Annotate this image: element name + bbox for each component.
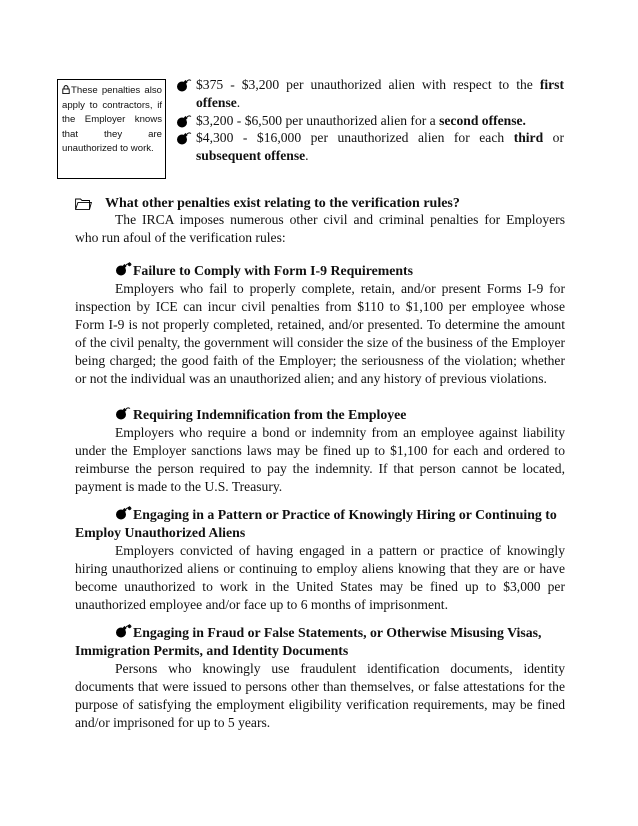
penalty-item-first <box>176 76 564 112</box>
callout-text: These penalties also apply to contractors, if the Employer knows that they are unauthorized to work. <box>62 85 162 155</box>
penalty-text: $375 - $3,200 per unauthorized alien with respect to the <box>196 77 540 92</box>
section-body-fraud: Persons who knowingly use fraudulent identification documents, identity documents that were issued to persons other than themselves, or false attestations for the purpose of satisfying the employment eligibility verification requirements, may be fined and/or imprisoned for up to 5 years. <box>75 661 565 730</box>
section-heading-indemnification <box>75 406 565 424</box>
penalty-emphasis: second offense. <box>439 112 526 128</box>
penalty-note-callout <box>57 79 166 179</box>
heading-text: Engaging in a Pattern or Practice of Knowingly Hiring or Continuing to Employ Unauthorized Aliens <box>75 507 557 540</box>
bomb-icon <box>176 114 194 128</box>
penalty-text: $3,200 - $6,500 per unauthorized alien for a <box>196 112 440 128</box>
lock-icon <box>62 85 70 94</box>
bomb-lit-icon <box>115 624 133 638</box>
heading-text: Requiring Indemnification from the Employee <box>133 407 407 422</box>
heading-text: Failure to Comply with Form I-9 Requirements <box>133 263 413 278</box>
penalty-item-second <box>176 112 564 130</box>
penalty-emphasis: third <box>513 130 544 146</box>
section-body-form-i9: Employers who fail to properly complete, retain, and/or present Forms I-9 for inspection by ICE can incur civil penalties from $110 to $1,100 per employee whose Form I-9 is not properly completed, retained, and/or presented. To determine the amount of the civil penalty, the government will consider the size of the business of the Employer being charged; the good faith of the Employer; the seriousness of the violation; whether or not the individual was an unauthorized alien; and any history of previous violations. <box>75 281 565 386</box>
question-intro: The IRCA imposes numerous other civil and criminal penalties for Employers who run afoul of the verification rules: <box>75 212 565 245</box>
penalty-list <box>176 76 564 165</box>
heading-text: Engaging in Fraud or False Statements, or Otherwise Misusing Visas, Immigration Permits, and Identity Documents <box>75 625 542 658</box>
bomb-icon <box>115 406 133 420</box>
section-body-pattern-practice: Employers convicted of having engaged in a pattern or practice of knowingly hiring unauthorized aliens or continuing to employ aliens knowing that they are or have become unauthorized to work in the United States may be fined up to $3,000 per unauthorized employee and/or face up to 6 months of imprisonment. <box>75 543 565 612</box>
penalty-text-mid: or <box>543 130 564 146</box>
question-text: What other penalties exist relating to the verification rules? <box>105 196 460 211</box>
bomb-lit-icon <box>115 262 133 276</box>
penalty-text-end: . <box>236 94 241 110</box>
section-heading-fraud <box>75 624 565 660</box>
penalty-text-end: . <box>305 148 309 164</box>
bomb-icon <box>176 78 194 92</box>
penalty-emphasis-2: subsequent offense <box>196 148 306 164</box>
section-body-indemnification: Employers who require a bond or indemnity from an employee against liability under the Employer sanctions laws may be fined up to $1,100 for each and ordered to reimburse the person required to pay the indemnity. If that person cannot be located, payment is made to the U.S. Treasury. <box>75 425 565 494</box>
penalty-emphasis: first offense <box>196 77 564 110</box>
folder-icon <box>75 197 92 210</box>
section-heading-pattern-practice <box>75 506 565 542</box>
penalty-text: $4,300 - $16,000 per unauthorized alien for each <box>196 130 514 146</box>
bomb-lit-icon <box>115 506 133 520</box>
bomb-icon <box>176 131 194 145</box>
penalty-item-third <box>176 129 564 165</box>
section-heading-form-i9 <box>75 262 565 280</box>
